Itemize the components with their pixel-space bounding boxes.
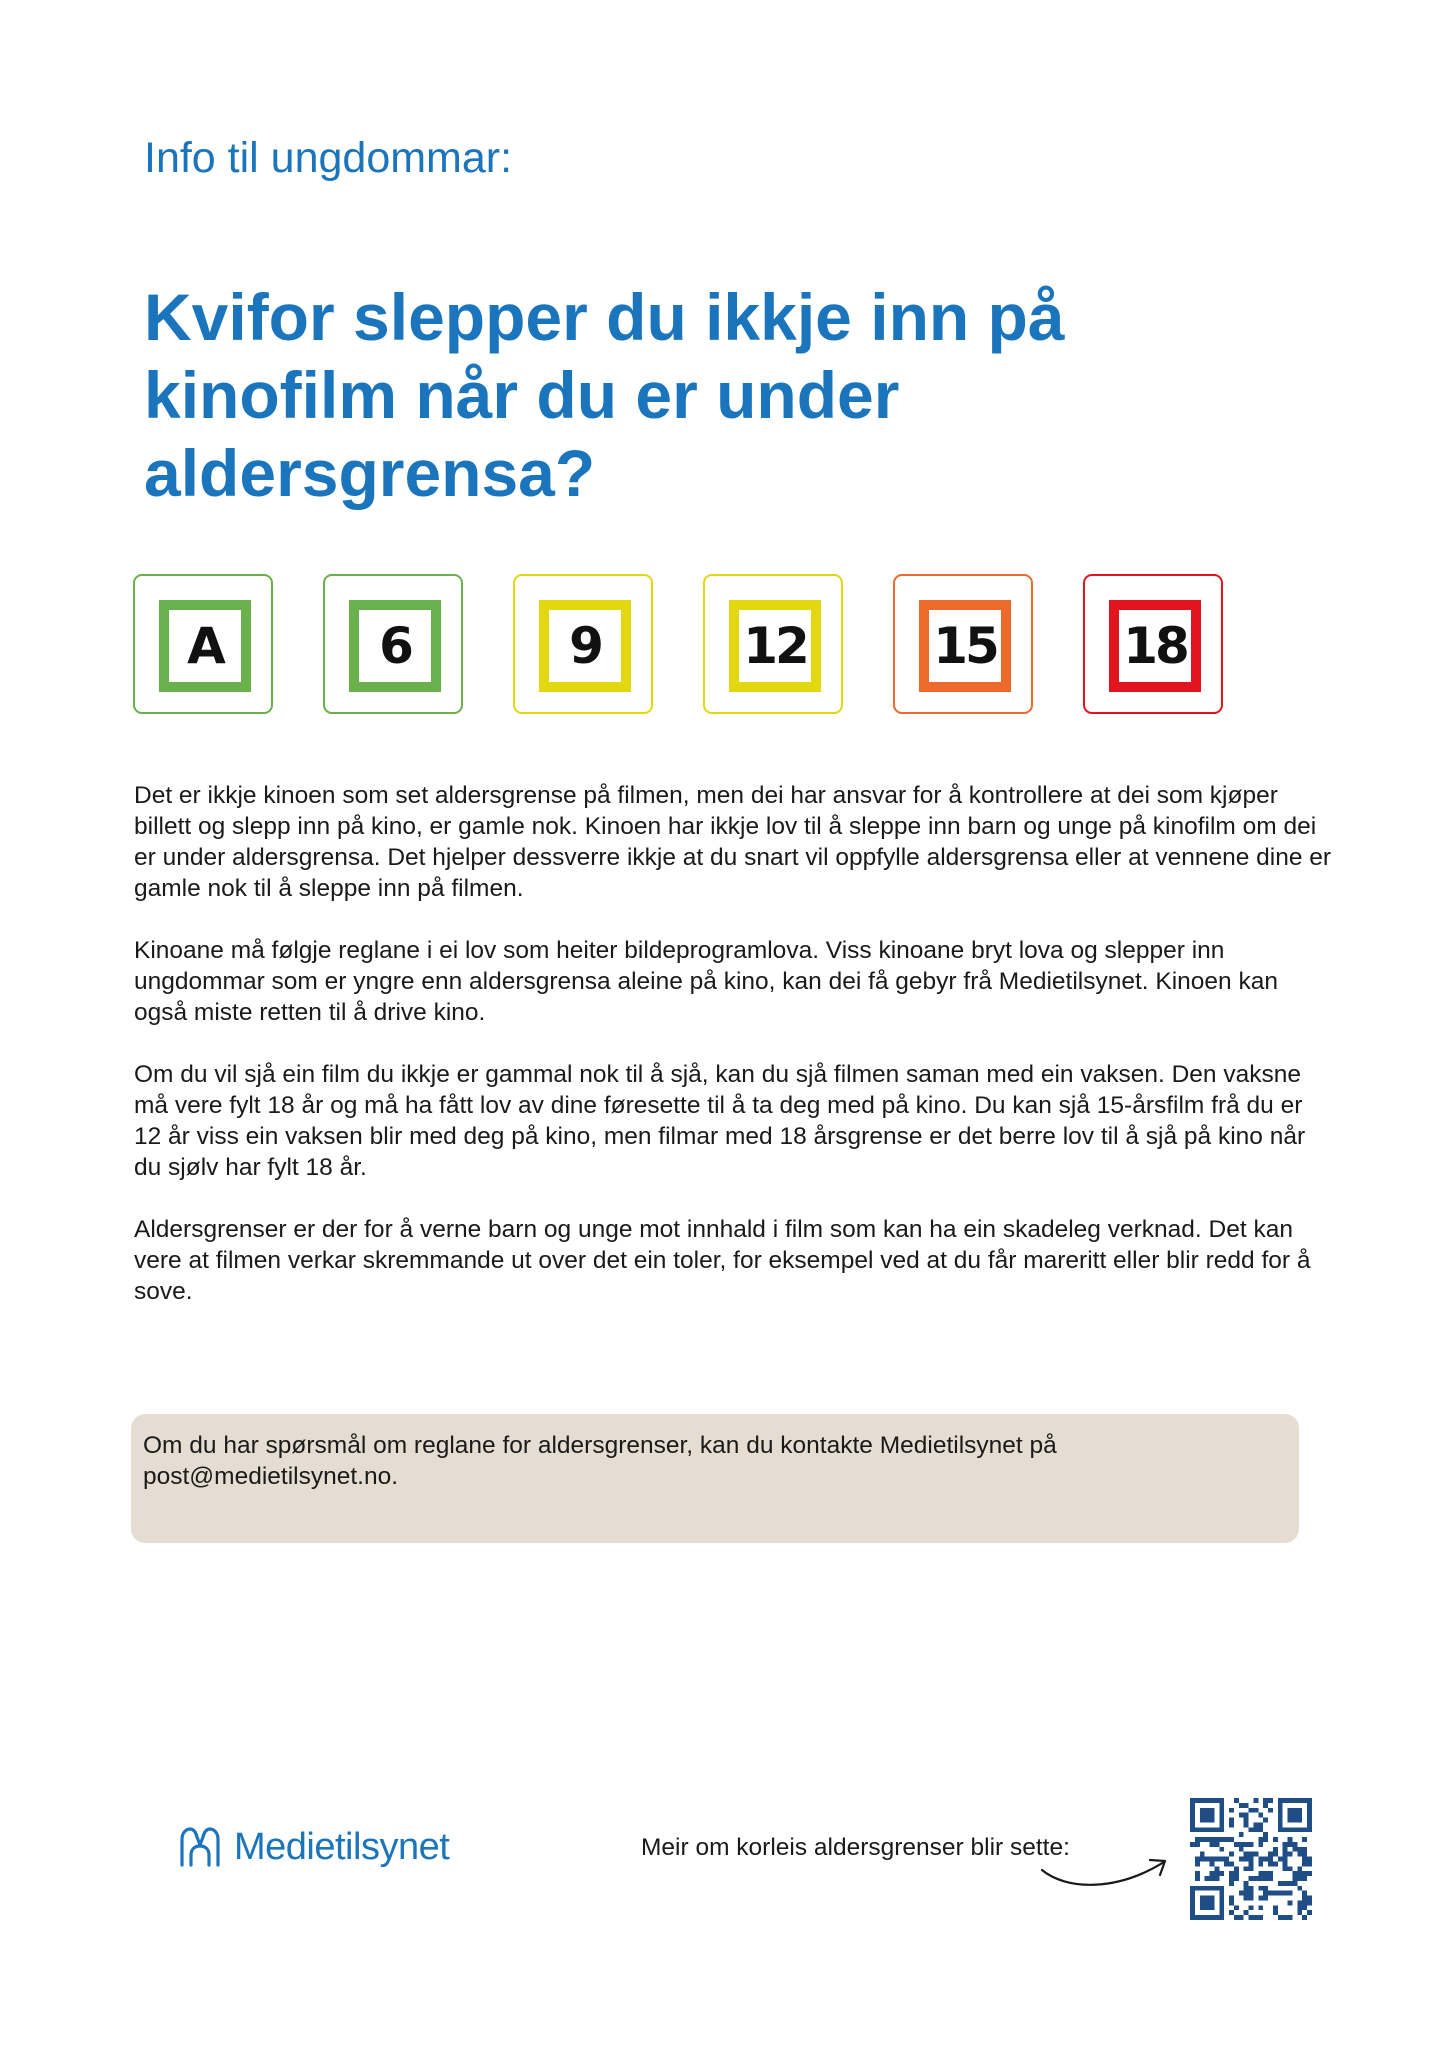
contact-text: Om du har spørsmål om reglane for aldersgrenser, kan du kontakte Medietilsynet på post@medietilsynet.no. [143, 1432, 1057, 1490]
contact-box [131, 1414, 1299, 1543]
rating-badge-label: 9 [539, 600, 631, 692]
rating-badge-9 [513, 574, 653, 714]
medietilsynet-logo [178, 1822, 449, 1872]
rating-badge-a [133, 574, 273, 714]
rating-badge-label: 6 [349, 600, 441, 692]
kicker-heading: Info til ungdommar: [144, 134, 513, 182]
age-rating-badges [133, 574, 1333, 717]
paragraph: Det er ikkje kinoen som set aldersgrense på filmen, men dei har ansvar for å kontrollere at dei som kjøper billett og slepp inn på kino, er gamle nok. Kinoen har ikkje lov til å sleppe inn barn og unge på kinofilm om dei er under aldersgrensa. Det hjelper dessverre ikkje at du snart vil oppfylle aldersgrensa eller at vennene dine er gamle nok til å sleppe inn på filmen. [134, 782, 1332, 902]
rating-badge-15 [893, 574, 1033, 714]
rating-badge-12 [703, 574, 843, 714]
curved-arrow-icon [1036, 1840, 1176, 1900]
rating-badge-label: 18 [1109, 600, 1201, 692]
paragraph: Aldersgrenser er der for å verne barn og unge mot innhald i film som kan ha ein skadeleg verknad. Det kan vere at filmen verkar skremmande ut over det ein toler, for eksempel ved at du får mareritt eller blir redd for å sove. [134, 1216, 1311, 1305]
paragraph: Kinoane må følgje reglane i ei lov som heiter bildeprogramlova. Viss kinoane bryt lova og slepper inn ungdommar som er yngre enn aldersgrensa aleine på kino, kan dei få gebyr frå Medietilsynet. Kinoen kan også miste retten til å drive kino. [134, 937, 1278, 1026]
rating-badge-label: 15 [919, 600, 1011, 692]
qr-code-icon[interactable] [1190, 1798, 1312, 1920]
page-title: Kvifor slepper du ikkje inn på kinofilm når du er under aldersgrensa? [144, 280, 1065, 510]
medietilsynet-logo-icon [178, 1825, 222, 1869]
body-text [134, 780, 1334, 1338]
rating-badge-label: A [159, 600, 251, 692]
logo-text: Medietilsynet [234, 1825, 450, 1868]
paragraph: Om du vil sjå ein film du ikkje er gammal nok til å sjå, kan du sjå filmen saman med ein vaksen. Den vaksne må vere fylt 18 år og må ha fått lov av dine føresette til å ta deg med på kino. Du kan sjå 15-årsfilm frå du er 12 år viss ein vaksen blir med deg på kino, men filmar med 18 årsgrense er det berre lov til å sjå på kino når du sjølv har fylt 18 år. [134, 1061, 1306, 1181]
more-info-label: Meir om korleis aldersgrenser blir sette: [641, 1834, 1070, 1861]
rating-badge-18 [1083, 574, 1223, 714]
rating-badge-label: 12 [729, 600, 821, 692]
rating-badge-6 [323, 574, 463, 714]
